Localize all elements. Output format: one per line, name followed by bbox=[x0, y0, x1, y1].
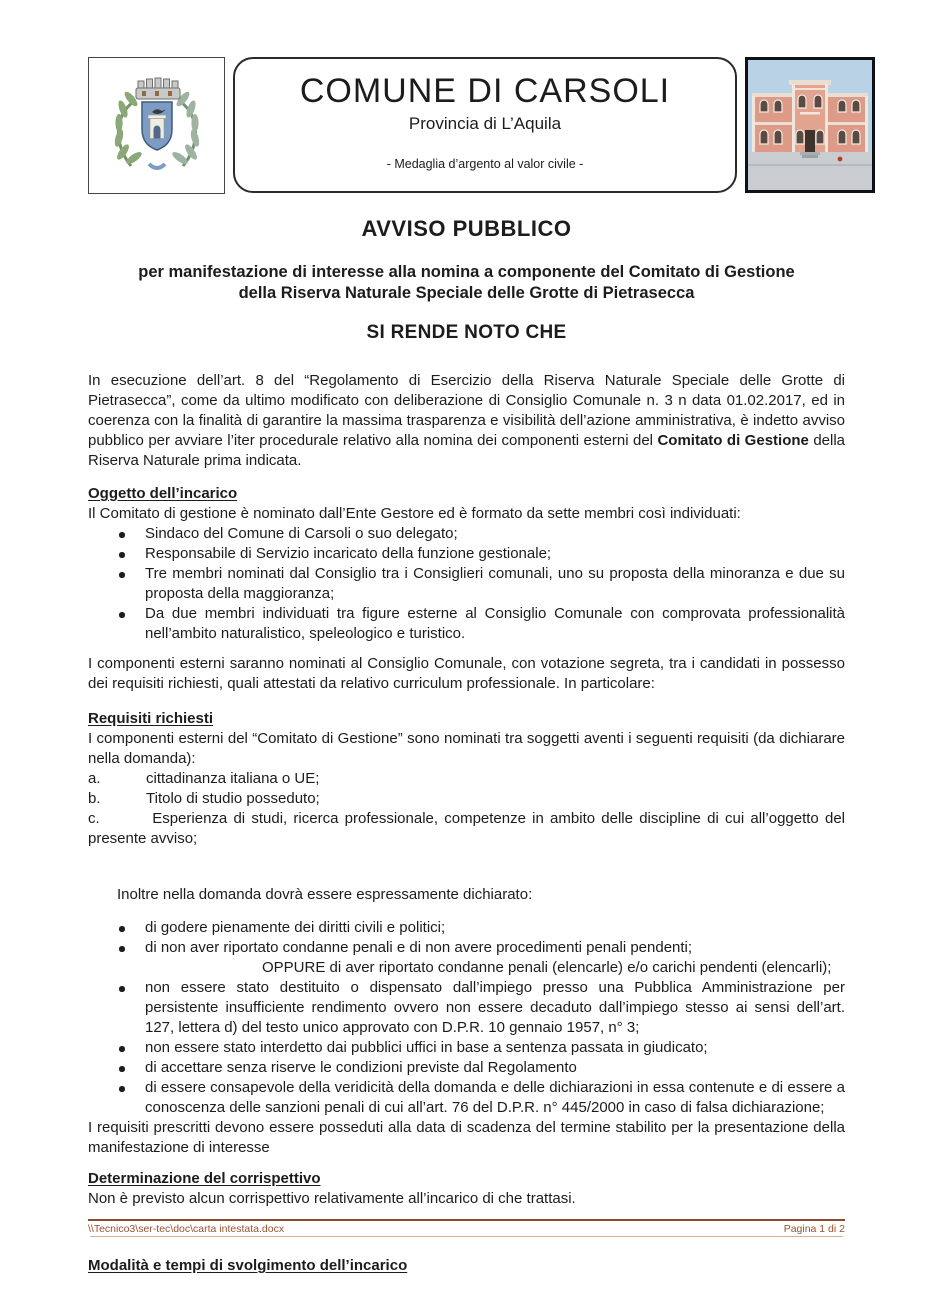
intro-paragraph-part1: In esecuzione dell’art. 8 del “Regolamento di Esercizio della Riserva Naturale Speciale delle Grotte di Pietrasecca”, come da ultimo modificato con deliberazione di Consiglio Comunale n. 3 n data 01.02.2017, ed in coerenza con la finalità di garantire la massima trasparenza e visibilità dell’azione amministrativa, è indetto avviso pubblico per avviare l’iter procedurale relativo alla nomina dei componenti esterni del bbox=[88, 372, 845, 449]
section-heading-corrispettivo: Determinazione del corrispettivo bbox=[88, 1170, 321, 1187]
list-item bbox=[88, 564, 845, 604]
corrispettivo-text: Non è previsto alcun corrispettivo relativamente all’incarico di che trattasi. bbox=[88, 1190, 576, 1207]
list-item-text: di godere pienamente dei diritti civili e politici; bbox=[145, 919, 446, 936]
notice-subtitle-line1: per manifestazione di interesse alla nomina a componente del Comitato di Gestione bbox=[138, 263, 795, 281]
lettered-item-b bbox=[88, 789, 845, 809]
item-label: a. bbox=[88, 770, 101, 787]
list-item bbox=[88, 1078, 845, 1118]
intro-paragraph bbox=[88, 371, 845, 471]
intro-paragraph-bold: Comitato di Gestione bbox=[657, 432, 809, 449]
municipal-coat-of-arms-icon bbox=[97, 66, 217, 186]
list-item-text: di essere consapevole della veridicità della domanda e delle dichiarazioni in essa contenute e di essere a conoscenza delle sanzioni penali di cui all’art. 76 del D.P.R. n° 445/2000 in caso di falsa dichiarazione; bbox=[145, 1079, 845, 1116]
medal-motto: - Medaglia d’argento al valor civile - bbox=[386, 157, 584, 171]
list-item bbox=[88, 978, 845, 1038]
item-text: cittadinanza italiana o UE; bbox=[146, 770, 320, 787]
item-label: c. bbox=[88, 810, 100, 827]
list-item-text: non essere stato interdetto dai pubblici uffici in base a sentenza passata in giudicato; bbox=[145, 1039, 708, 1056]
list-item bbox=[88, 524, 845, 544]
declaration-intro: Inoltre nella domanda dovrà essere espressamente dichiarato: bbox=[117, 886, 533, 903]
letterhead-title-box bbox=[233, 57, 737, 193]
notice-subtitle bbox=[88, 262, 845, 304]
intro-paragraph-part2: della Riserva Naturale prima indicata. bbox=[88, 432, 846, 469]
town-hall-photo bbox=[745, 57, 875, 193]
list-item-text: Da due membri individuati tra figure esterne al Consiglio Comunale con comprovata professionalità nell’ambito naturalistico, speleologico e turistico. bbox=[145, 605, 845, 642]
notice-subtitle-line2: della Riserva Naturale Speciale delle Grotte di Pietrasecca bbox=[238, 284, 695, 302]
section-heading-oggetto: Oggetto dell’incarico bbox=[88, 485, 238, 502]
requisiti-closing: I requisiti prescritti devono essere posseduti alla data di scadenza del termine stabilito per la presentazione della manifestazione di interesse bbox=[88, 1119, 845, 1156]
comune-title: COMUNE DI CARSOLI bbox=[299, 72, 671, 110]
proclamation-heading: SI RENDE NOTO CHE bbox=[366, 322, 567, 343]
list-item bbox=[88, 938, 845, 978]
oggetto-intro: Il Comitato di gestione è nominato dall’Ente Gestore ed è formato da sette membri così individuati: bbox=[88, 505, 741, 522]
item-label: b. bbox=[88, 790, 101, 807]
list-item bbox=[88, 604, 845, 644]
declaration-bullet-list bbox=[88, 918, 845, 1118]
list-item bbox=[88, 918, 845, 938]
list-item-text: non essere stato destituito o dispensato dall’impiego presso una Pubblica Amministrazione per persistente insufficiente rendimento ovvero non essere decaduto dall’impiego stesso ai sensi dell’art. 127, lettera d) del testo unico approvato con D.P.R. 10 gennaio 1957, n° 3; bbox=[145, 979, 845, 1036]
town-hall-photo-icon bbox=[748, 60, 872, 190]
footer-file-path: \\Tecnico3\ser-tec\doc\carta intestata.docx bbox=[88, 1223, 285, 1235]
list-item-text: di accettare senza riserve le condizioni previste dal Regolamento bbox=[145, 1059, 577, 1076]
footer-page-indicator: Pagina 1 di 2 bbox=[783, 1223, 845, 1235]
list-item-text: Tre membri nominati dal Consiglio tra i Consiglieri comunali, uno su proposta della minoranza e due su proposta della maggioranza; bbox=[145, 565, 845, 602]
province-subtitle: Provincia di L’Aquila bbox=[408, 114, 562, 133]
list-item bbox=[88, 1038, 845, 1058]
list-item-text: Sindaco del Comune di Carsoli o suo delegato; bbox=[145, 525, 458, 542]
item-text: Titolo di studio posseduto; bbox=[146, 790, 320, 807]
requisiti-intro: I componenti esterni del “Comitato di Gestione” sono nominati tra soggetti aventi i seguenti requisiti (da dichiarare nella domanda): bbox=[88, 730, 845, 767]
lettered-item-c bbox=[88, 809, 845, 849]
notice-heading: AVVISO PUBBLICO bbox=[361, 216, 572, 241]
letterhead bbox=[88, 57, 845, 197]
coat-of-arms-image bbox=[88, 57, 225, 194]
list-item-text: Responsabile di Servizio incaricato della funzione gestionale; bbox=[145, 545, 552, 562]
lettered-item-a bbox=[88, 769, 845, 789]
page-footer bbox=[88, 1219, 845, 1236]
section-heading-modalita: Modalità e tempi di svolgimento dell’incarico bbox=[88, 1257, 408, 1274]
section-heading-requisiti: Requisiti richiesti bbox=[88, 710, 214, 727]
external-members-paragraph: I componenti esterni saranno nominati al Consiglio Comunale, con votazione segreta, tra i candidati in possesso dei requisiti richiesti, quali attestati da relativo curriculum professionale. In particolare: bbox=[88, 655, 845, 692]
item-text: Esperienza di studi, ricerca professionale, competenze in ambito delle discipline di cui all’oggetto del presente avviso; bbox=[88, 810, 845, 847]
list-item-text: di non aver riportato condanne penali e di non avere procedimenti penali pendenti; bbox=[145, 939, 693, 956]
oppure-subline: OPPURE di aver riportato condanne penali (elencarle) e/o carichi pendenti (elencarli); bbox=[262, 959, 832, 976]
list-item bbox=[88, 1058, 845, 1078]
oggetto-bullet-list bbox=[88, 524, 845, 644]
list-item bbox=[88, 544, 845, 564]
